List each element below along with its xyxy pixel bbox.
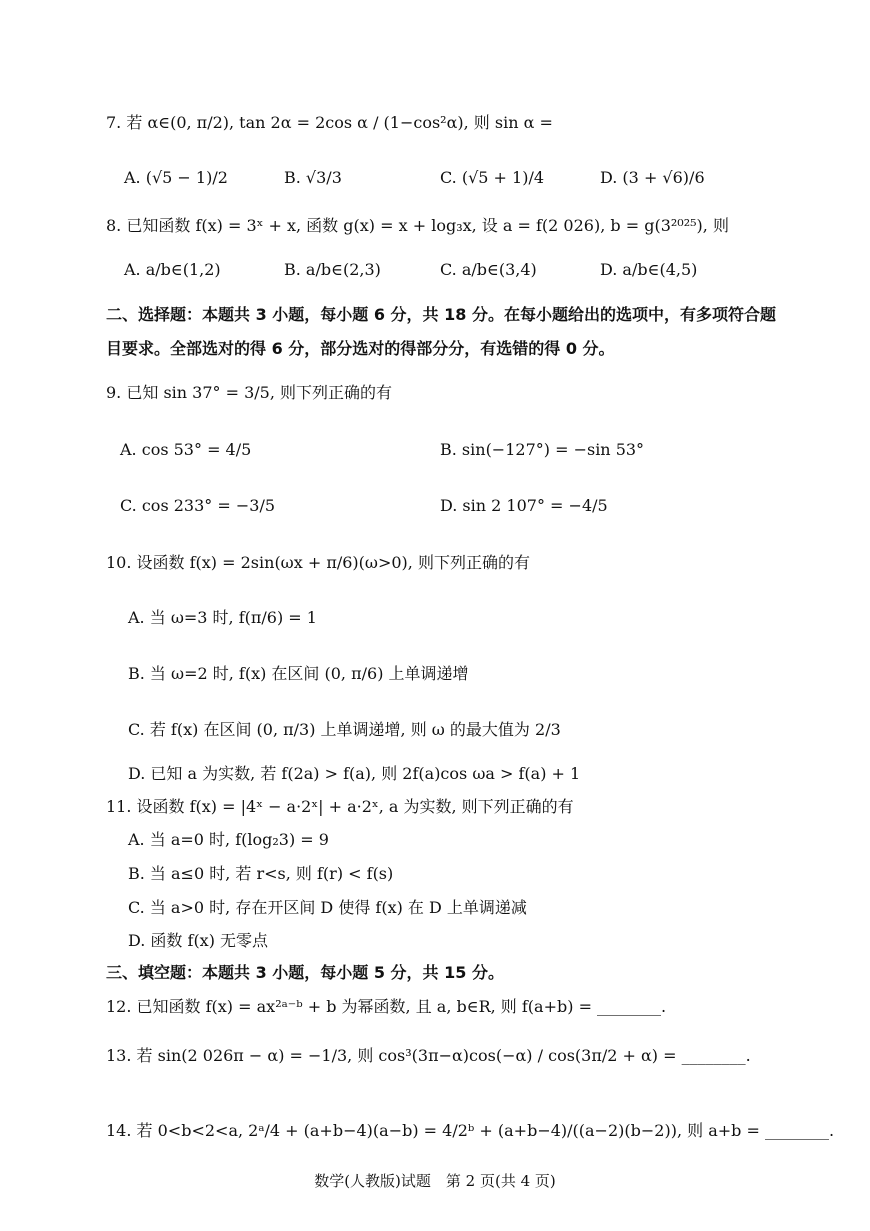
- q9-option-b: B. sin(−127°) = −sin 53°: [440, 440, 645, 459]
- section2-line2: 目要求。全部选对的得 6 分，部分选对的得部分分，有选错的得 0 分。: [106, 339, 615, 358]
- q10-option-b: B. 当 ω=2 时, f(x) 在区间 (0, π/6) 上单调递增: [128, 664, 469, 683]
- q11-option-b: B. 当 a≤0 时, 若 r<s, 则 f(r) < f(s): [128, 864, 394, 883]
- q14-stem: 14. 若 0<b<2<a, 2ᵃ/4 + (a+b−4)(a−b) = 4/2ᵇ + (a+b−4)/((a−2)(b−2)), 则 a+b = ________.: [106, 1121, 835, 1140]
- q9-stem: 9. 已知 sin 37° = 3/5, 则下列正确的有: [106, 383, 393, 402]
- q9-option-a: A. cos 53° = 4/5: [120, 440, 252, 459]
- q11-option-c: C. 当 a>0 时, 存在开区间 D 使得 f(x) 在 D 上单调递减: [128, 898, 527, 917]
- q7-stem: 7. 若 α∈(0, π/2), tan 2α = 2cos α / (1−cos²α), 则 sin α =: [106, 113, 553, 132]
- q10-stem: 10. 设函数 f(x) = 2sin(ωx + π/6)(ω>0), 则下列正确的有: [106, 553, 530, 572]
- page-footer: 数学(人教版)试题 第 2 页(共 4 页): [314, 1172, 556, 1190]
- q7-option-c: C. (√5 + 1)/4: [440, 168, 545, 187]
- q11-option-a: A. 当 a=0 时, f(log₂3) = 9: [128, 830, 329, 849]
- q7-option-b: B. √3/3: [284, 168, 342, 187]
- q9-option-c: C. cos 233° = −3/5: [120, 496, 276, 515]
- q9-option-d: D. sin 2 107° = −4/5: [440, 496, 608, 515]
- q8-option-c: C. a/b∈(3,4): [440, 260, 537, 279]
- q7-option-d: D. (3 + √6)/6: [600, 168, 705, 187]
- section2-line1: 二、选择题：本题共 3 小题，每小题 6 分，共 18 分。在每小题给出的选项中，有多项符合题: [106, 305, 776, 324]
- q12-stem: 12. 已知函数 f(x) = ax²ᵃ⁻ᵇ + b 为幂函数, 且 a, b∈R, 则 f(a+b) = ________.: [106, 997, 667, 1016]
- q8-option-a: A. a/b∈(1,2): [124, 260, 221, 279]
- q8-option-b: B. a/b∈(2,3): [284, 260, 381, 279]
- q11-stem: 11. 设函数 f(x) = |4ˣ − a·2ˣ| + a·2ˣ, a 为实数, 则下列正确的有: [106, 797, 574, 816]
- q11-option-d: D. 函数 f(x) 无零点: [128, 931, 269, 950]
- q8-stem: 8. 已知函数 f(x) = 3ˣ + x, 函数 g(x) = x + log₃x, 设 a = f(2 026), b = g(3²⁰²⁵), 则: [106, 216, 729, 235]
- q10-option-d: D. 已知 a 为实数, 若 f(2a) > f(a), 则 2f(a)cos ωa > f(a) + 1: [128, 764, 581, 783]
- q10-option-a: A. 当 ω=3 时, f(π/6) = 1: [128, 608, 317, 627]
- q7-option-a: A. (√5 − 1)/2: [124, 168, 228, 187]
- q10-option-c: C. 若 f(x) 在区间 (0, π/3) 上单调递增, 则 ω 的最大值为 2/3: [128, 720, 561, 739]
- q13-stem: 13. 若 sin(2 026π − α) = −1/3, 则 cos³(3π−α)cos(−α) / cos(3π/2 + α) = ________.: [106, 1046, 751, 1065]
- q8-option-d: D. a/b∈(4,5): [600, 260, 698, 279]
- section3-heading: 三、填空题：本题共 3 小题，每小题 5 分，共 15 分。: [106, 963, 504, 982]
